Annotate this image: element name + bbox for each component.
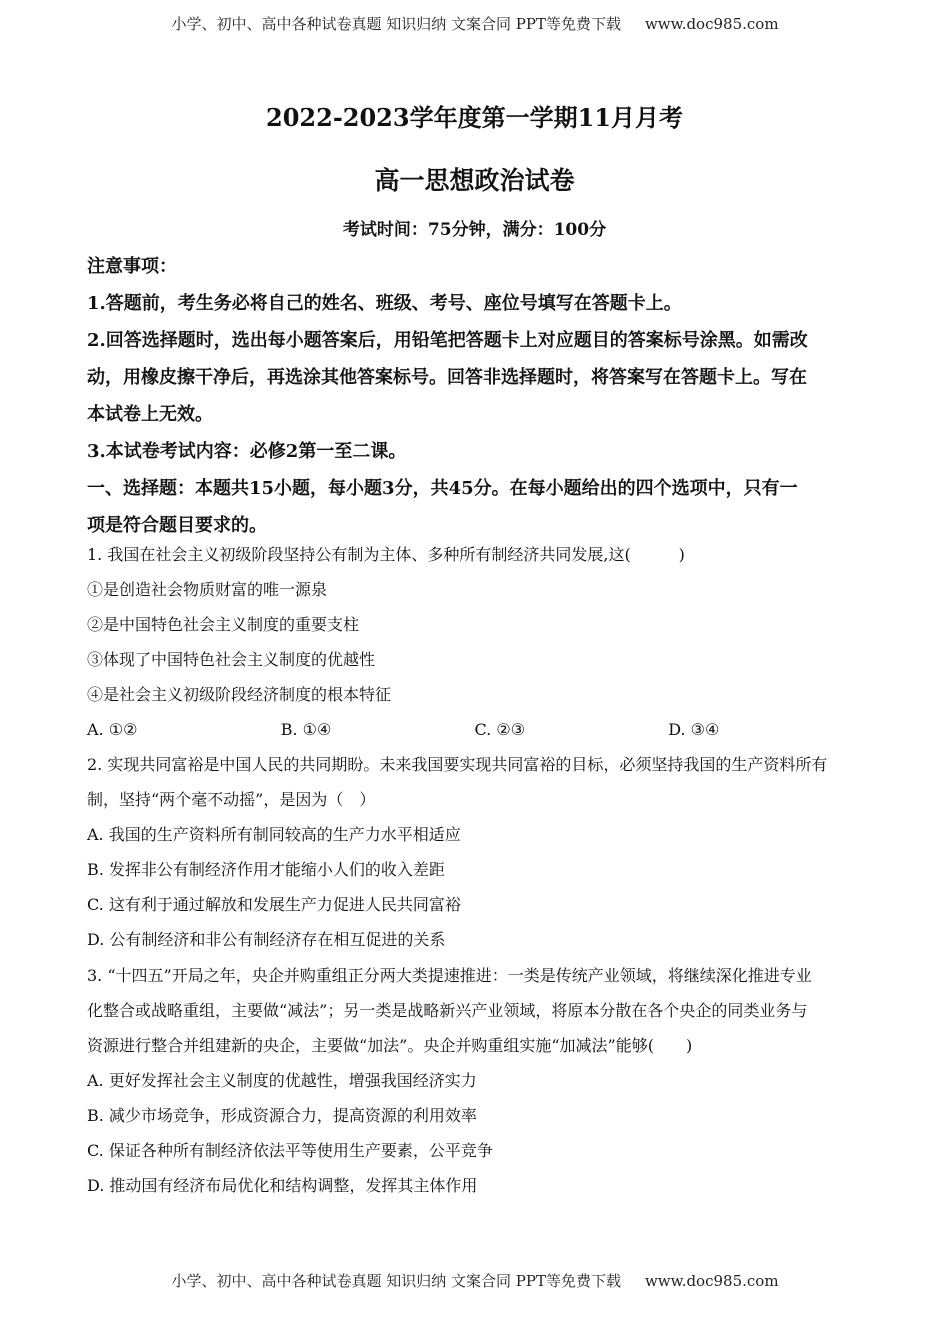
question-item: ②是中国特色社会主义制度的重要支柱 (87, 615, 360, 634)
option-b: B. 减少市场竞争，形成资源合力，提高资源的利用效率 (87, 1106, 477, 1125)
option-a: A. 我国的生产资料所有制同较高的生产力水平相适应 (87, 825, 461, 844)
question-stem: 制，坚持“两个毫不动摇”，是因为（ ） (87, 790, 376, 809)
option-a: A. ①② (87, 720, 138, 739)
option-d: D. ③④ (668, 720, 720, 739)
notes-heading: 注意事项： (87, 256, 177, 277)
option-c: C. ②③ (474, 720, 526, 739)
note-line: 2.回答选择题时，选出每小题答案后，用铅笔把答题卡上对应题目的答案标号涂黑。如需改 (87, 330, 808, 351)
question-stem: 1. 我国在社会主义初级阶段坚持公有制为主体、多种所有制经济共同发展,这( ) (87, 545, 685, 564)
question-stem: 资源进行整合并组建新的央企，主要做“加法”。央企并购重组实施“加减法”能够( ) (87, 1036, 693, 1055)
question-item: ①是创造社会物质财富的唯一源泉 (87, 580, 328, 599)
page-footer (0, 1270, 950, 1291)
option-c: C. 保证各种所有制经济依法平等使用生产要素，公平竞争 (87, 1141, 493, 1160)
footer-url[interactable]: www.doc985.com (644, 1272, 779, 1290)
option-b: B. ①④ (280, 720, 332, 739)
option-a: A. 更好发挥社会主义制度的优越性，增强我国经济实力 (87, 1071, 477, 1090)
option-d: D. 公有制经济和非公有制经济存在相互促进的关系 (87, 930, 446, 949)
note-line: 3.本试卷考试内容：必修2第一至二课。 (87, 441, 407, 462)
question-stem: 化整合或战略重组，主要做“减法”；另一类是战略新兴产业领域，将原本分散在各个央企的同类业务与 (87, 1001, 808, 1020)
notes-section (87, 248, 862, 544)
question-stem: 2. 实现共同富裕是中国人民的共同期盼。未来我国要实现共同富裕的目标，必须坚持我国的生产资料所有 (87, 755, 828, 774)
page-header (0, 13, 950, 34)
question-item: ④是社会主义初级阶段经济制度的根本特征 (87, 685, 392, 704)
question-item: ③体现了中国特色社会主义制度的优越性 (87, 650, 376, 669)
note-line: 动，用橡皮擦干净后，再选涂其他答案标号。回答非选择题时，将答案写在答题卡上。写在 (87, 367, 807, 388)
note-line: 本试卷上无效。 (87, 404, 213, 425)
footer-text: 小学、初中、高中各种试卷真题 知识归纳 文案合同 PPT等免费下载 (171, 1272, 621, 1290)
option-b: B. 发挥非公有制经济作用才能缩小人们的收入差距 (87, 860, 445, 879)
option-c: C. 这有利于通过解放和发展生产力促进人民共同富裕 (87, 895, 461, 914)
note-line: 1.答题前，考生务必将自己的姓名、班级、考号、座位号填写在答题卡上。 (87, 293, 682, 314)
question-1 (87, 537, 862, 747)
section-heading: 一、选择题：本题共15小题，每小题3分，共45分。在每小题给出的四个选项中，只有一 (87, 478, 798, 499)
question-3 (87, 958, 862, 1203)
option-d: D. 推动国有经济布局优化和结构调整，发挥其主体作用 (87, 1176, 478, 1195)
exam-title: 2022-2023学年度第一学期11月月考 (266, 103, 683, 132)
header-url[interactable]: www.doc985.com (644, 15, 779, 33)
answer-options (87, 712, 862, 747)
exam-info: 考试时间：75分钟，满分：100分 (342, 220, 607, 240)
question-2 (87, 747, 862, 957)
exam-subtitle: 高一思想政治试卷 (374, 166, 575, 195)
section-heading: 项是符合题目要求的。 (87, 515, 267, 536)
question-stem: 3. “十四五”开局之年，央企并购重组正分两大类提速推进：一类是传统产业领域，将继续深化推进专业 (87, 966, 812, 985)
header-text: 小学、初中、高中各种试卷真题 知识归纳 文案合同 PPT等免费下载 (171, 15, 621, 33)
